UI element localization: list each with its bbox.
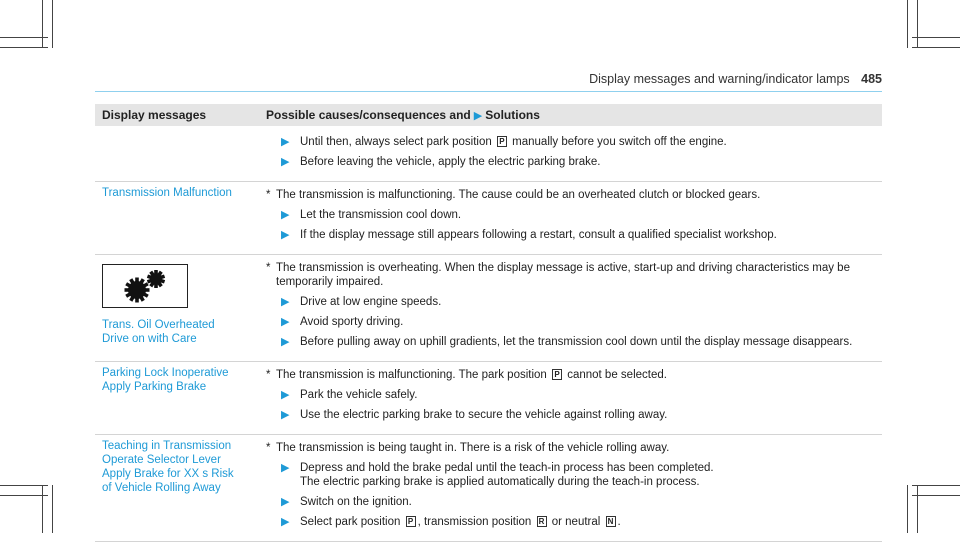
- col-header-causes: Possible causes/consequences and ▶ Solutions: [259, 104, 882, 126]
- causes-solutions-cell: [259, 126, 882, 182]
- solution-step: [266, 295, 875, 309]
- key-symbol: P: [406, 516, 416, 527]
- text-run: , transmission position: [417, 516, 535, 528]
- crop-mark: [912, 37, 960, 38]
- key-symbol: N: [606, 516, 616, 527]
- message-cell: [95, 126, 259, 182]
- solution-step: [266, 335, 875, 349]
- key-symbol: P: [497, 136, 507, 147]
- text-run: The transmission is being taught in. There is a risk of the vehicle rolling away.: [276, 442, 670, 454]
- key-symbol: R: [537, 516, 547, 527]
- text-run: or neutral: [548, 516, 604, 528]
- message-cell: [95, 362, 259, 435]
- step-line: Depress and hold the brake pedal until the teach-in process has been completed.: [300, 462, 714, 474]
- text-run: Until then, always select park position: [300, 136, 495, 148]
- crop-mark: [907, 0, 908, 48]
- display-message-line: Trans. Oil Overheated: [102, 319, 215, 331]
- text-run: Let the transmission cool down.: [300, 209, 462, 221]
- crop-mark: [917, 0, 918, 48]
- text-run: Switch on the ignition.: [300, 496, 412, 508]
- text-run: temporarily impaired.: [276, 276, 384, 288]
- arrow-icon: ▶: [281, 136, 290, 148]
- table-row: [95, 126, 882, 182]
- crop-mark: [907, 485, 908, 533]
- message-cell: [95, 182, 259, 255]
- text-run: Park the vehicle safely.: [300, 389, 418, 401]
- cause-body: [276, 369, 667, 381]
- cause-body: [276, 262, 850, 288]
- arrow-icon: ▶: [281, 462, 290, 474]
- text-run: Avoid sporty driving.: [300, 316, 404, 328]
- text-run: Use the electric parking brake to secure the vehicle against rolling away.: [300, 409, 668, 421]
- solution-step: [266, 515, 875, 529]
- asterisk-marker: *: [266, 262, 271, 274]
- crop-mark: [0, 495, 48, 496]
- text-run: manually before you switch off the engine.: [508, 136, 727, 148]
- page-header: [589, 72, 882, 86]
- text-run: .: [617, 516, 621, 528]
- arrow-icon: ▶: [281, 389, 290, 401]
- message-cell: [95, 255, 259, 362]
- text-run: Before leaving the vehicle, apply the electric parking brake.: [300, 156, 601, 168]
- causes-solutions-cell: [259, 362, 882, 435]
- display-message-line: Transmission Malfunction: [102, 187, 232, 199]
- cause-body: [276, 442, 669, 454]
- table-header-row: [95, 104, 882, 126]
- arrow-icon: ▶: [281, 209, 290, 221]
- table-row: [95, 435, 882, 542]
- display-message-line: Parking Lock Inoperative: [102, 367, 229, 379]
- arrow-icon: ▶: [281, 316, 290, 328]
- table-row: [95, 362, 882, 435]
- causes-solutions-cell: [259, 182, 882, 255]
- solution-step: [266, 408, 875, 422]
- page-number: 485: [861, 72, 882, 86]
- crop-mark: [0, 37, 48, 38]
- cause-text: [266, 261, 875, 289]
- arrow-icon: ▶: [281, 229, 290, 241]
- cause-text: [266, 188, 875, 202]
- display-message-line: Teaching in Transmission: [102, 440, 232, 452]
- crop-mark: [52, 485, 53, 533]
- crop-mark: [42, 0, 43, 48]
- solution-step: [266, 135, 875, 149]
- text-run: The transmission is malfunctioning. The cause could be an overheated clutch or blocked gears.: [276, 189, 761, 201]
- crop-mark: [917, 485, 918, 533]
- solution-step: [266, 228, 875, 242]
- text-run: Before pulling away on uphill gradients, let the transmission cool down until the display message disappears.: [300, 336, 853, 348]
- key-symbol: P: [552, 369, 562, 380]
- table-row: [95, 255, 882, 362]
- asterisk-marker: *: [266, 442, 271, 454]
- asterisk-marker: *: [266, 369, 271, 381]
- text-run: Drive at low engine speeds.: [300, 296, 442, 308]
- icon-frame: [102, 264, 188, 308]
- solution-step: [266, 461, 875, 489]
- message-cell: [95, 435, 259, 542]
- text-run: Select park position: [300, 516, 404, 528]
- display-message-line: Operate Selector Lever: [102, 454, 221, 466]
- solution-step: [266, 315, 875, 329]
- solution-step: [266, 388, 875, 402]
- cause-body: [276, 189, 760, 201]
- display-message-line: Apply Parking Brake: [102, 381, 207, 393]
- text-run: The transmission is malfunctioning. The park position: [276, 369, 551, 381]
- crop-mark: [52, 0, 53, 48]
- cause-text: [266, 368, 875, 382]
- crop-mark: [0, 485, 48, 486]
- crop-mark: [42, 485, 43, 533]
- arrow-icon: ▶: [281, 296, 290, 308]
- text-run: If the display message still appears following a restart, consult a qualified specialist workshop.: [300, 229, 777, 241]
- arrow-icon: ▶: [281, 516, 290, 528]
- transmission-gears-icon: [115, 268, 175, 304]
- cause-text: [266, 441, 875, 455]
- display-message-line: Drive on with Care: [102, 333, 197, 345]
- header-title: Display messages and warning/indicator lamps: [589, 72, 850, 86]
- arrow-icon: ▶: [281, 496, 290, 508]
- solution-arrow-icon: ▶: [473, 110, 483, 122]
- col-header-messages: Display messages: [95, 104, 259, 126]
- crop-mark: [0, 47, 48, 48]
- crop-mark: [912, 485, 960, 486]
- solution-step: [266, 208, 875, 222]
- table-row: [95, 182, 882, 255]
- display-message-line: of Vehicle Rolling Away: [102, 482, 221, 494]
- crop-mark: [912, 495, 960, 496]
- step-line: The electric parking brake is applied automatically during the teach-in process.: [300, 476, 700, 488]
- causes-solutions-cell: [259, 255, 882, 362]
- arrow-icon: ▶: [281, 336, 290, 348]
- display-messages-table: [95, 104, 882, 542]
- asterisk-marker: *: [266, 189, 271, 201]
- crop-mark: [912, 47, 960, 48]
- text-run: cannot be selected.: [564, 369, 667, 381]
- text-run: The transmission is overheating. When the display message is active, start-up and driving characteristics may be: [276, 262, 850, 274]
- causes-solutions-cell: [259, 435, 882, 542]
- solution-step: [266, 495, 875, 509]
- arrow-icon: ▶: [281, 156, 290, 168]
- header-rule: [95, 91, 882, 92]
- display-message-line: Apply Brake for XX s Risk: [102, 468, 234, 480]
- arrow-icon: ▶: [281, 409, 290, 421]
- solution-step: [266, 155, 875, 169]
